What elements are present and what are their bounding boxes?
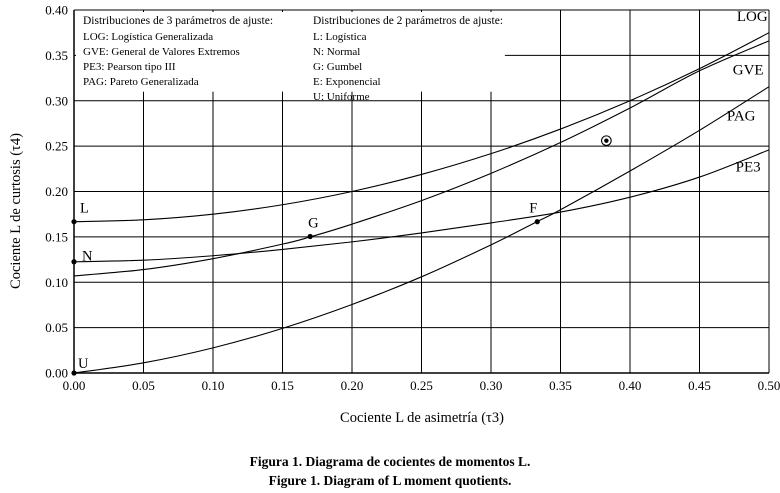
- series-label-gve: GVE: [732, 62, 764, 79]
- series-label-pag: PAG: [726, 108, 756, 125]
- legend-2param-item: N: Normal: [313, 46, 361, 58]
- series-labels: [727, 9, 768, 176]
- x-tick-label: 0.10: [201, 378, 225, 393]
- y-axis-label: Cociente L de curtosis (τ4): [8, 133, 24, 289]
- x-tick-label: 0.05: [132, 378, 155, 393]
- legend-2param-item: E: Exponencial: [313, 76, 381, 88]
- y-tick-label: 0.40: [45, 2, 68, 18]
- caption-spanish: Figura 1. Diagrama de cocientes de momentos L.: [249, 454, 531, 469]
- series-label-log: LOG: [736, 8, 768, 25]
- series-label-pe3: PE3: [735, 159, 761, 176]
- sample-point-marker: [602, 136, 612, 146]
- point-u: [71, 370, 76, 375]
- y-tick-label: 0.25: [45, 138, 68, 154]
- point-label-e: F: [529, 200, 538, 217]
- point-label-g: G: [308, 215, 319, 232]
- legend-3param-title: Distribuciones de 3 parámetros de ajuste:: [83, 15, 274, 27]
- legend-3param-item: PAG: Pareto Generalizada: [83, 76, 199, 88]
- point-e: [535, 219, 540, 224]
- x-tick-label: 0.15: [271, 378, 294, 393]
- x-tick-label: 0.45: [688, 378, 711, 393]
- legend-2param-item: G: Gumbel: [313, 61, 363, 73]
- legend-2param-item: L: Logística: [313, 31, 367, 43]
- x-tick-label: 0.35: [549, 378, 572, 393]
- distribution-points: [71, 219, 539, 375]
- sample-point-dot: [604, 138, 608, 142]
- caption-english: Figure 1. Diagram of L moment quotients.: [268, 473, 512, 488]
- x-tick-label: 0.20: [340, 378, 364, 393]
- legend-3param-item: LOG: Logística Generalizada: [83, 31, 214, 43]
- legend-2param-item: U: Uniforme: [313, 91, 370, 103]
- point-g: [308, 234, 313, 239]
- x-tick-label: 0.25: [410, 378, 433, 393]
- point-l: [71, 219, 76, 224]
- x-tick-label: 0.30: [479, 378, 503, 393]
- y-tick-label: 0.20: [45, 184, 68, 199]
- point-label-u: U: [78, 356, 89, 372]
- point-label-n: N: [82, 248, 93, 265]
- point-n: [71, 259, 76, 264]
- x-axis-label: Cociente L de asimetría (τ3): [340, 410, 504, 426]
- y-tick-label: 0.15: [45, 229, 68, 245]
- y-tick-label: 0.30: [45, 93, 68, 109]
- legend-3param-item: PE3: Pearson tipo III: [83, 61, 176, 73]
- y-tick-label: 0.05: [45, 320, 68, 336]
- point-label-l: L: [80, 200, 89, 217]
- x-tick-label: 0.00: [62, 378, 86, 393]
- y-tick-label: 0.00: [45, 365, 68, 381]
- x-tick-label: 0.50: [757, 378, 780, 393]
- y-tick-label: 0.35: [45, 47, 68, 63]
- legend-2param-title: Distribuciones de 2 parámetros de ajuste:: [313, 15, 504, 27]
- x-tick-label: 0.40: [618, 378, 642, 393]
- legend-3param-item: GVE: General de Valores Extremos: [83, 46, 240, 58]
- y-tick-label: 0.10: [45, 274, 68, 290]
